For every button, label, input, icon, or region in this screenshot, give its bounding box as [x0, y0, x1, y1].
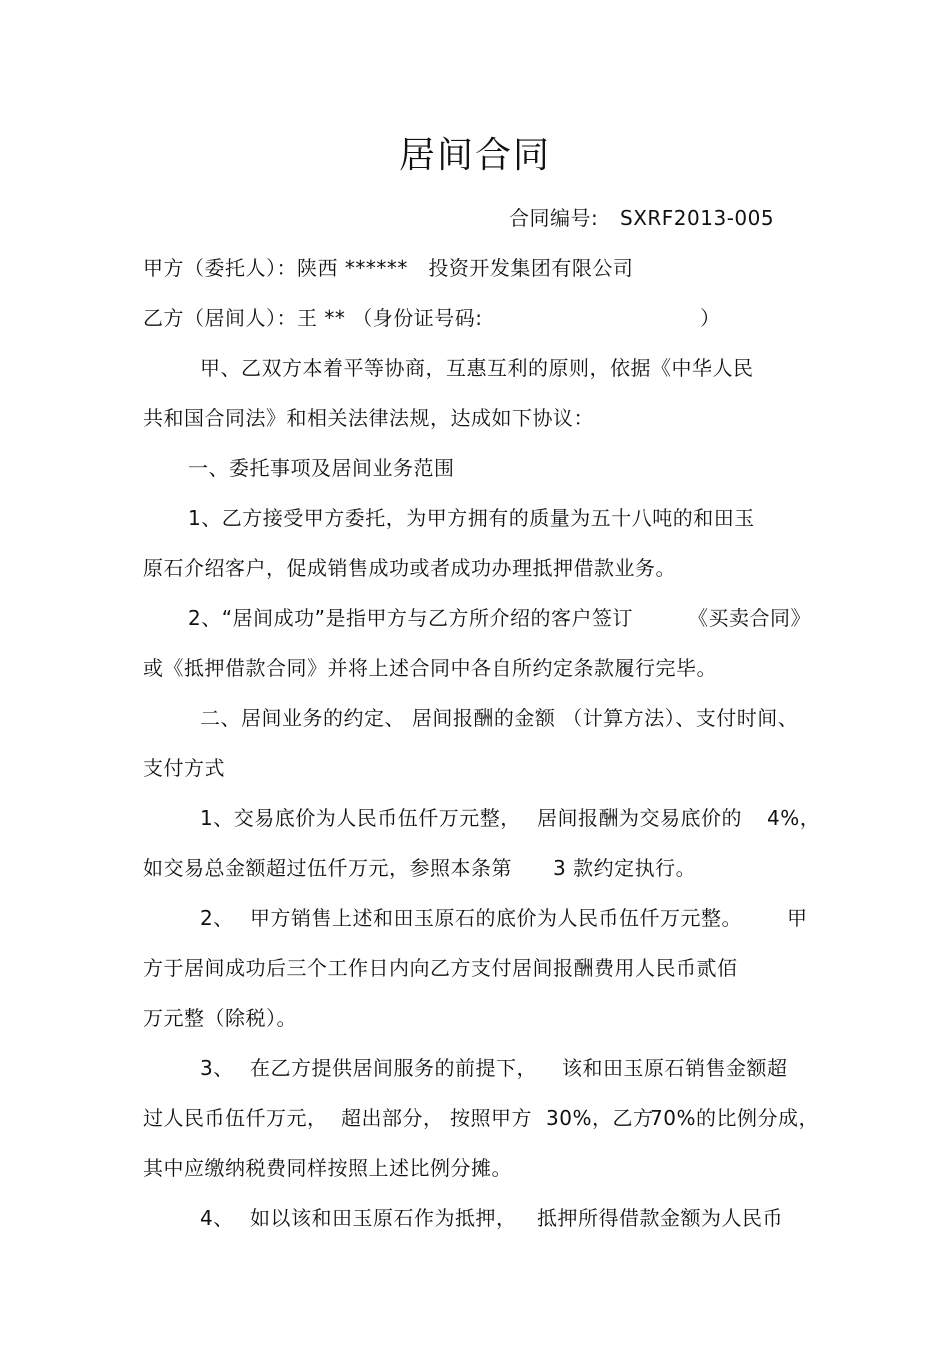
- paragraph-line: 原石介绍客户，促成销售成功或者成功办理抵押借款业务。: [143, 556, 676, 580]
- party-a: 甲方（委托人）：陕西 ****** 投资开发集团有限公司: [143, 256, 634, 280]
- paragraph-line: 2、“居间成功”是指甲方与乙方所介绍的客户签订: [188, 606, 633, 630]
- section-heading: 一、委托事项及居间业务范围: [188, 456, 455, 480]
- paragraph-line: 方于居间成功后三个工作日内向乙方支付居间报酬费用人民币贰佰: [143, 956, 738, 980]
- section-heading: 支付方式: [143, 756, 225, 780]
- paragraph-line: 70%的比例分成，: [650, 1106, 819, 1130]
- paragraph-line: 万元整（除税）。: [143, 1006, 297, 1030]
- paragraph-line: 1、交易底价为人民币伍仟万元整，: [200, 806, 521, 830]
- paragraph-line: 或《抵押借款合同》并将上述合同中各自所约定条款履行完毕。: [143, 656, 717, 680]
- paragraph-line: 1、乙方接受甲方委托，为甲方拥有的质量为五十八吨的和田玉: [188, 506, 755, 530]
- contract-number: SXRF2013-005: [620, 206, 775, 230]
- paragraph-line: 4%，: [767, 806, 821, 830]
- paragraph-line: 其中应缴纳税费同样按照上述比例分摊。: [143, 1156, 512, 1180]
- paragraph-line: 在乙方提供居间服务的前提下，: [250, 1056, 537, 1080]
- paragraph-line: 甲: [787, 906, 808, 930]
- paragraph-line: 3 款约定执行。: [553, 856, 697, 880]
- paragraph-line: 按照甲方: [450, 1106, 532, 1130]
- party-b: 乙方（居间人）：王 ** （身份证号码:: [143, 306, 483, 330]
- paragraph-line: 4、: [200, 1206, 234, 1230]
- paragraph-line: 如以该和田玉原石作为抵押，: [250, 1206, 517, 1230]
- paragraph-line: 30%，乙方: [546, 1106, 654, 1130]
- contract-number-label: 合同编号:: [509, 206, 599, 230]
- paragraph-line: 该和田玉原石销售金额超: [562, 1056, 788, 1080]
- section-heading: 二、居间业务的约定、 居间报酬的金额 （计算方法）、支付时间、: [200, 706, 799, 730]
- paragraph-line: 共和国合同法》和相关法律法规，达成如下协议：: [143, 406, 594, 430]
- paragraph-line: 《买卖合同》: [688, 606, 811, 630]
- paragraph-line: 居间报酬为交易底价的: [537, 806, 742, 830]
- paragraph-line: 甲方销售上述和田玉原石的底价为人民币伍仟万元整。: [250, 906, 742, 930]
- paragraph-line: 如交易总金额超过伍仟万元，参照本条第: [143, 856, 512, 880]
- paragraph-line: 抵押所得借款金额为人民币: [537, 1206, 783, 1230]
- page-title: 居间合同: [398, 135, 551, 176]
- paragraph-line: 超出部分，: [341, 1106, 444, 1130]
- paragraph-line: 3、: [200, 1056, 234, 1080]
- paragraph-line: 甲、乙双方本着平等协商，互惠互利的原则，依据《中华人民: [200, 356, 754, 380]
- paragraph-line: 2、: [200, 906, 234, 930]
- paragraph-line: 过人民币伍仟万元，: [143, 1106, 328, 1130]
- party-b-close: ）: [700, 306, 721, 330]
